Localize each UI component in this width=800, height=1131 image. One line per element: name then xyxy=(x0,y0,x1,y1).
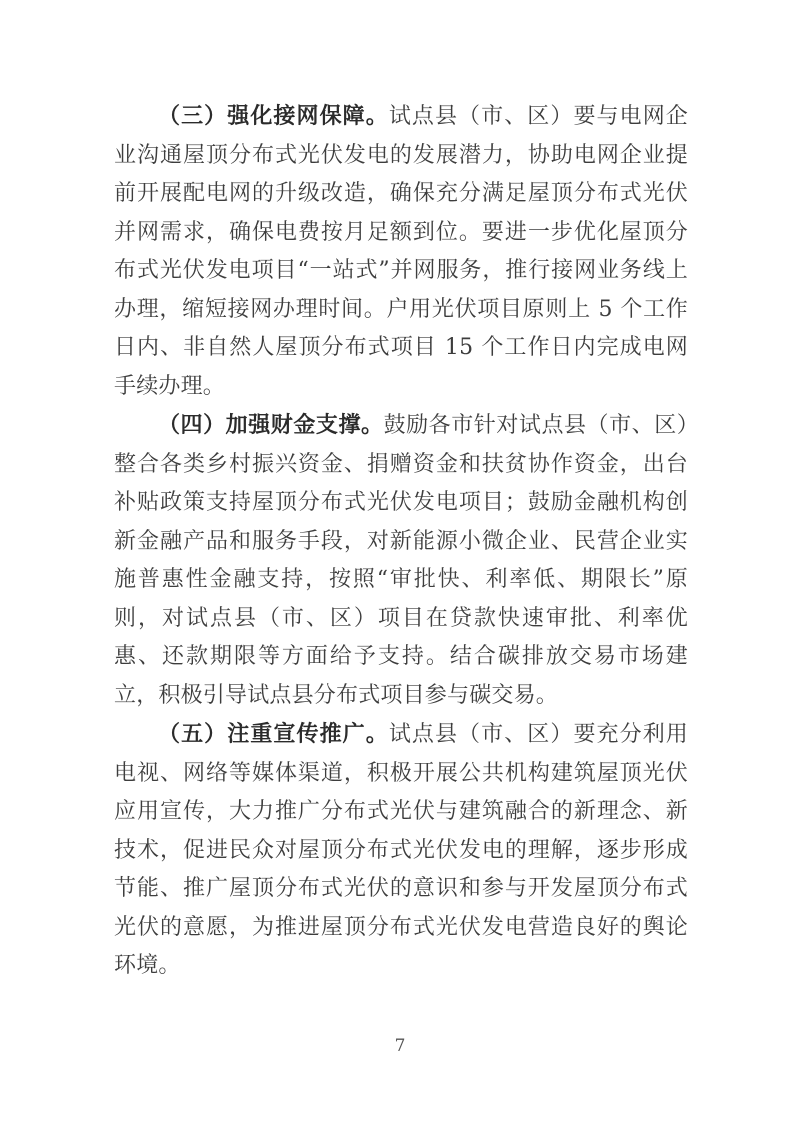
paragraph-body: 鼓励各市针对试点县（市、区）整合各类乡村振兴资金、捐赠资金和扶贫协作资金，出台补贴政策支持屋顶分布式光伏发电项目；鼓励金融机构创新金融产品和服务手段，对新能源小微企业、民营企业实施普惠性金融支持，按照“审批快、利率低、期限长”原则，对试点县（市、区）项目在贷款快速审批、利率优惠、还款期限等方面给予支持。结合碳排放交易市场建立，积极引导试点县分布式项目参与碳交易。 xyxy=(114,413,688,708)
paragraph-heading: （四）加强财金支撑。 xyxy=(158,412,384,438)
paragraph-section-4 xyxy=(114,406,688,715)
paragraph-body: 试点县（市、区）要充分利用电视、网络等媒体渠道，积极开展公共机构建筑屋顶光伏应用宣传，大力推广分布式光伏与建筑融合的新理念、新技术，促进民众对屋顶分布式光伏发电的理解，逐步形成节能、推广屋顶分布式光伏的意识和参与开发屋顶分布式光伏的意愿，为推进屋顶分布式光伏发电营造良好的舆论环境。 xyxy=(114,722,688,978)
paragraph-heading: （五）注重宣传推广。 xyxy=(158,721,389,747)
paragraph-heading: （三）强化接网保障。 xyxy=(158,103,389,129)
paragraph-section-5 xyxy=(114,715,688,986)
page-number: 7 xyxy=(394,1036,406,1056)
page-content xyxy=(114,97,688,986)
paragraph-body: 试点县（市、区）要与电网企业沟通屋顶分布式光伏发电的发展潜力，协助电网企业提前开展配电网的升级改造，确保充分满足屋顶分布式光伏并网需求，确保电费按月足额到位。要进一步优化屋顶分布式光伏发电项目“一站式”并网服务，推行接网业务线上办理，缩短接网办理时间。户用光伏项目原则上 5 个工作日内、非自然人屋顶分布式项目 15 个工作日内完成电网手续办理。 xyxy=(114,104,688,399)
paragraph-section-3 xyxy=(114,97,688,406)
